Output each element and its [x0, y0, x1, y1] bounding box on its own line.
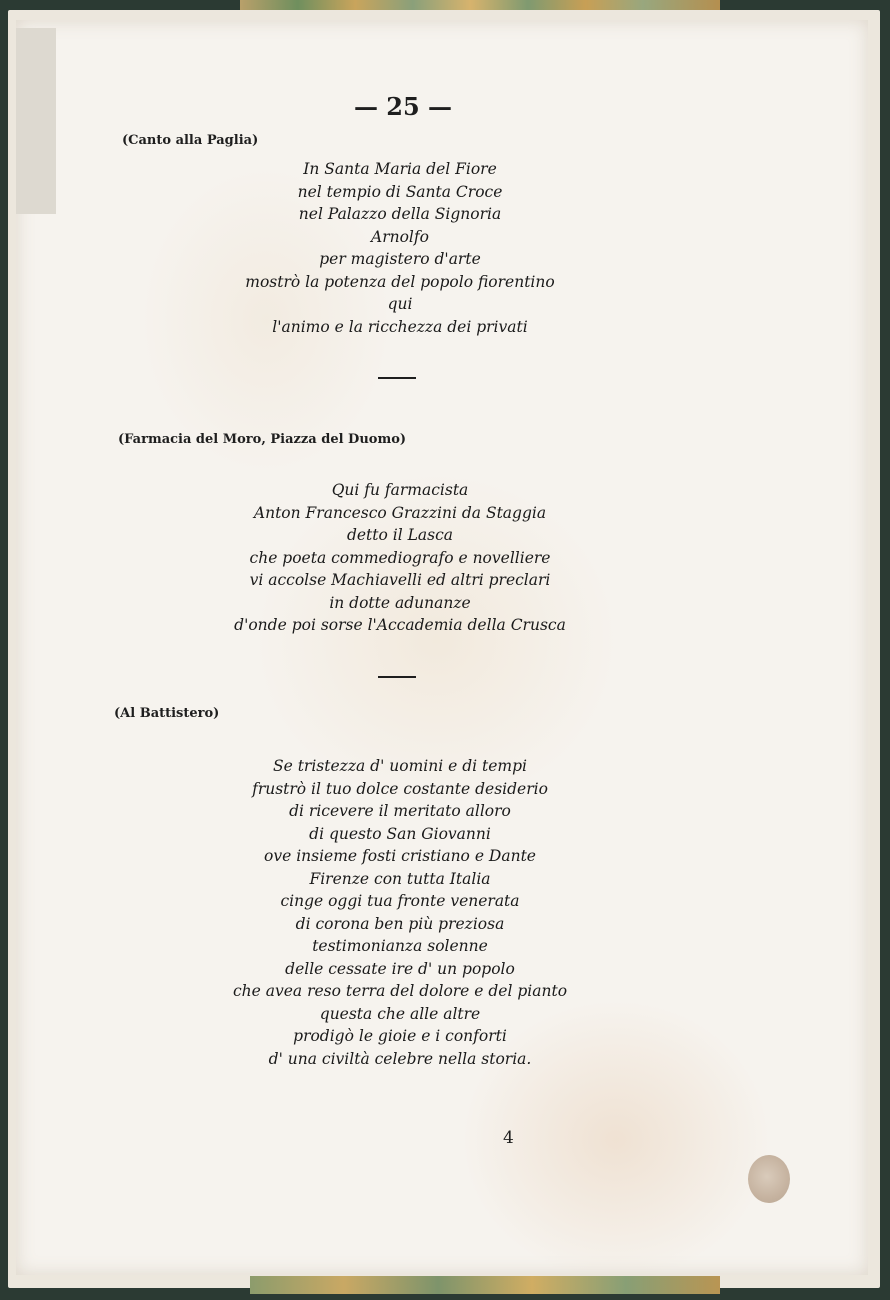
verse-line: delle cessate ire d' un popolo — [285, 959, 515, 978]
verse-line: mostrò la potenza del popolo fiorentino — [245, 272, 555, 291]
paper-stain — [748, 1155, 790, 1203]
section-divider — [378, 377, 416, 379]
inscription-canto-alla-paglia — [180, 158, 620, 338]
page-tab — [16, 28, 56, 214]
inscription-farmacia-del-moro — [180, 479, 620, 637]
verse-line: per magistero d'arte — [319, 250, 481, 268]
verse-line: ove insieme fosti cristiano e Dante — [264, 847, 536, 865]
verse-line: vi accolse Machiavelli ed altri preclari — [249, 571, 551, 589]
verse-line: prodigò le gioie e i conforti — [293, 1027, 507, 1045]
verse-line: di ricevere il meritato alloro — [289, 802, 511, 820]
section-heading-farmacia-del-moro: (Farmacia del Moro, Piazza del Duomo) — [118, 432, 407, 447]
verse-line: che avea reso terra del dolore e del pianto — [232, 982, 568, 1000]
verse-line: di questo San Giovanni — [309, 824, 491, 843]
verse-line: l'animo e la ricchezza dei privati — [272, 317, 528, 336]
verse-line: nel Palazzo della Signoria — [298, 205, 502, 223]
printer-signature-mark: 4 — [503, 1128, 514, 1148]
verse-line: cinge oggi tua fronte venerata — [280, 892, 520, 910]
verse-line: Se tristezza d' uomini e di tempi — [272, 757, 527, 775]
verse-line: d' una civiltà celebre nella storia. — [268, 1049, 532, 1068]
inscription-al-battistero — [180, 755, 620, 1070]
verse-line: testimonianza solenne — [312, 937, 488, 955]
verse-line: Anton Francesco Grazzini da Staggia — [253, 503, 547, 522]
verse-line: nel tempio di Santa Croce — [297, 182, 503, 201]
verse-line: questa che alle altre — [319, 1004, 481, 1023]
verse-line: Arnolfo — [371, 227, 429, 246]
section-heading-canto-alla-paglia: (Canto alla Paglia) — [122, 133, 259, 148]
verse-line: qui — [387, 295, 413, 313]
verse-line: Firenze con tutta Italia — [309, 869, 491, 888]
verse-line: detto il Lasca — [346, 526, 454, 544]
verse-line: In Santa Maria del Fiore — [303, 160, 497, 178]
verse-line: che poeta commediografo e novelliere — [249, 548, 551, 567]
page-number: — 25 — — [353, 92, 453, 121]
verse-line: in dotte adunanze — [329, 593, 471, 612]
verse-line: frustrò il tuo dolce costante desiderio — [252, 779, 548, 798]
marbled-endpaper-bottom — [250, 1276, 720, 1294]
section-divider — [378, 676, 416, 678]
section-heading-al-battistero: (Al Battistero) — [114, 706, 220, 721]
verse-line: Qui fu farmacista — [331, 481, 469, 499]
verse-line: di corona ben più preziosa — [295, 914, 505, 933]
verse-line: d'onde poi sorse l'Accademia della Crusca — [234, 616, 566, 634]
